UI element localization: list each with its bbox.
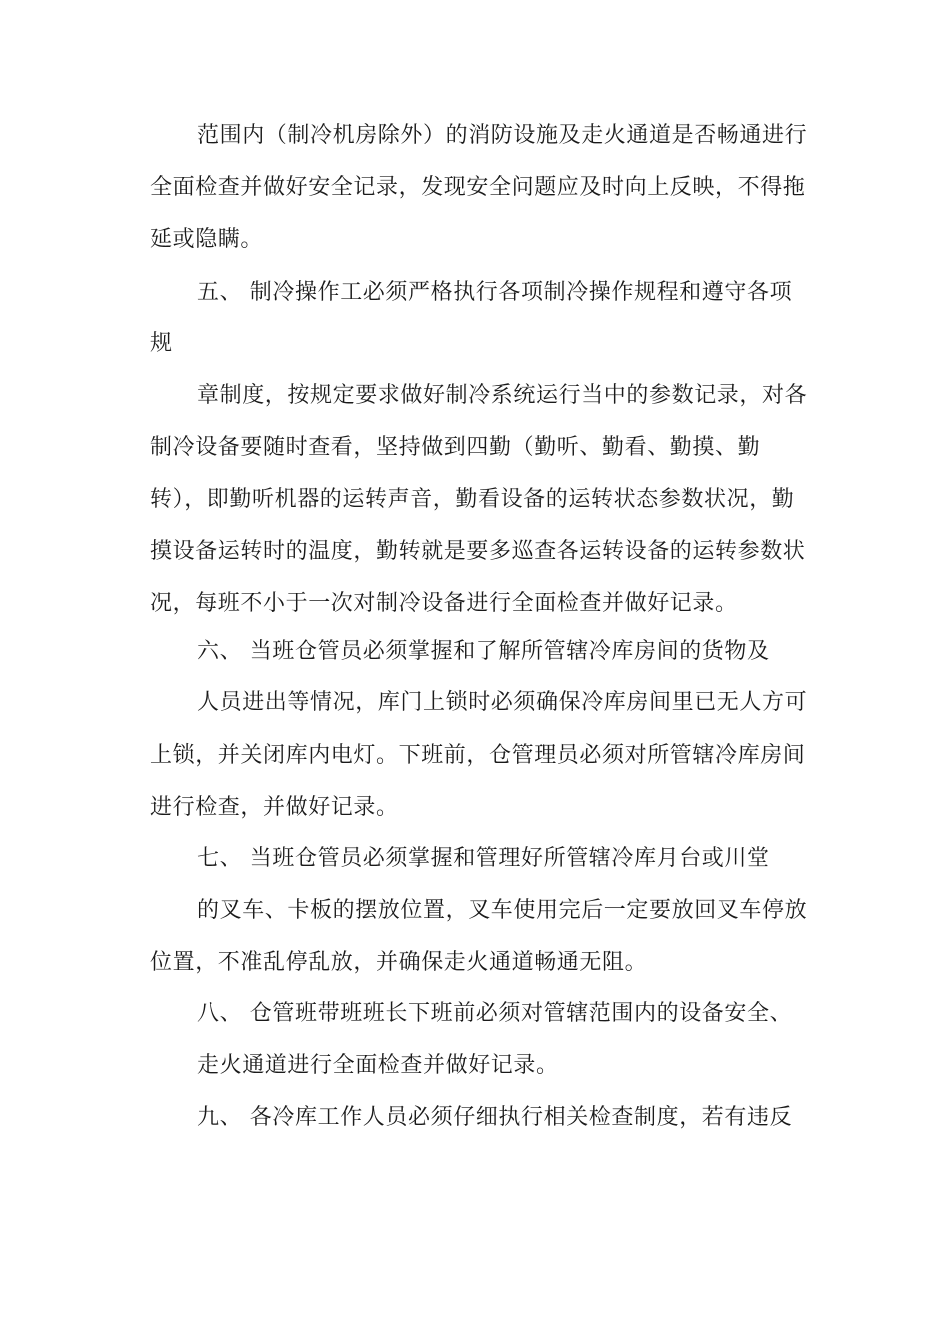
text-line: 况，每班不小于一次对制冷设备进行全面检查并做好记录。	[150, 591, 738, 616]
text-line: 延或隐瞒。	[150, 227, 264, 252]
text-line: 范围内（制冷机房除外）的消防设施及走火通道是否畅通进行	[197, 123, 808, 148]
text-line: 走火通道进行全面检查并做好记录。	[197, 1053, 559, 1078]
text-line: 人员进出等情况，库门上锁时必须确保冷库房间里已无人方可	[197, 690, 808, 715]
text-line: 摸设备运转时的温度，勤转就是要多巡查各运转设备的运转参数状	[150, 539, 806, 564]
text-line: 五、 制冷操作工必须严格执行各项制冷操作规程和遵守各项	[197, 280, 793, 305]
text-line: 九、 各冷库工作人员必须仔细执行相关检查制度，若有违反	[197, 1105, 793, 1130]
text-line: 规	[150, 331, 173, 356]
text-line: 进行检查，并做好记录。	[150, 795, 399, 820]
text-line: 章制度，按规定要求做好制冷系统运行当中的参数记录，对各	[197, 383, 808, 408]
text-line: 位置，不准乱停乱放，并确保走火通道畅通无阻。	[150, 950, 648, 975]
text-line: 六、 当班仓管员必须掌握和了解所管辖冷库房间的货物及	[197, 639, 770, 664]
text-line: 转），即勤听机器的运转声音，勤看设备的运转状态参数状况，勤	[150, 487, 795, 512]
text-line: 制冷设备要随时查看，坚持做到四勤（勤听、勤看、勤摸、勤	[150, 435, 761, 460]
text-line: 全面检查并做好安全记录，发现安全问题应及时向上反映，不得拖	[150, 175, 806, 200]
text-line: 八、 仓管班带班班长下班前必须对管辖范围内的设备安全、	[197, 1001, 793, 1026]
text-line: 的叉车、卡板的摆放位置，叉车使用完后一定要放回叉车停放	[197, 898, 808, 923]
text-line: 上锁，并关闭库内电灯。下班前，仓管理员必须对所管辖冷库房间	[150, 743, 806, 768]
text-line: 七、 当班仓管员必须掌握和管理好所管辖冷库月台或川堂	[197, 846, 770, 871]
